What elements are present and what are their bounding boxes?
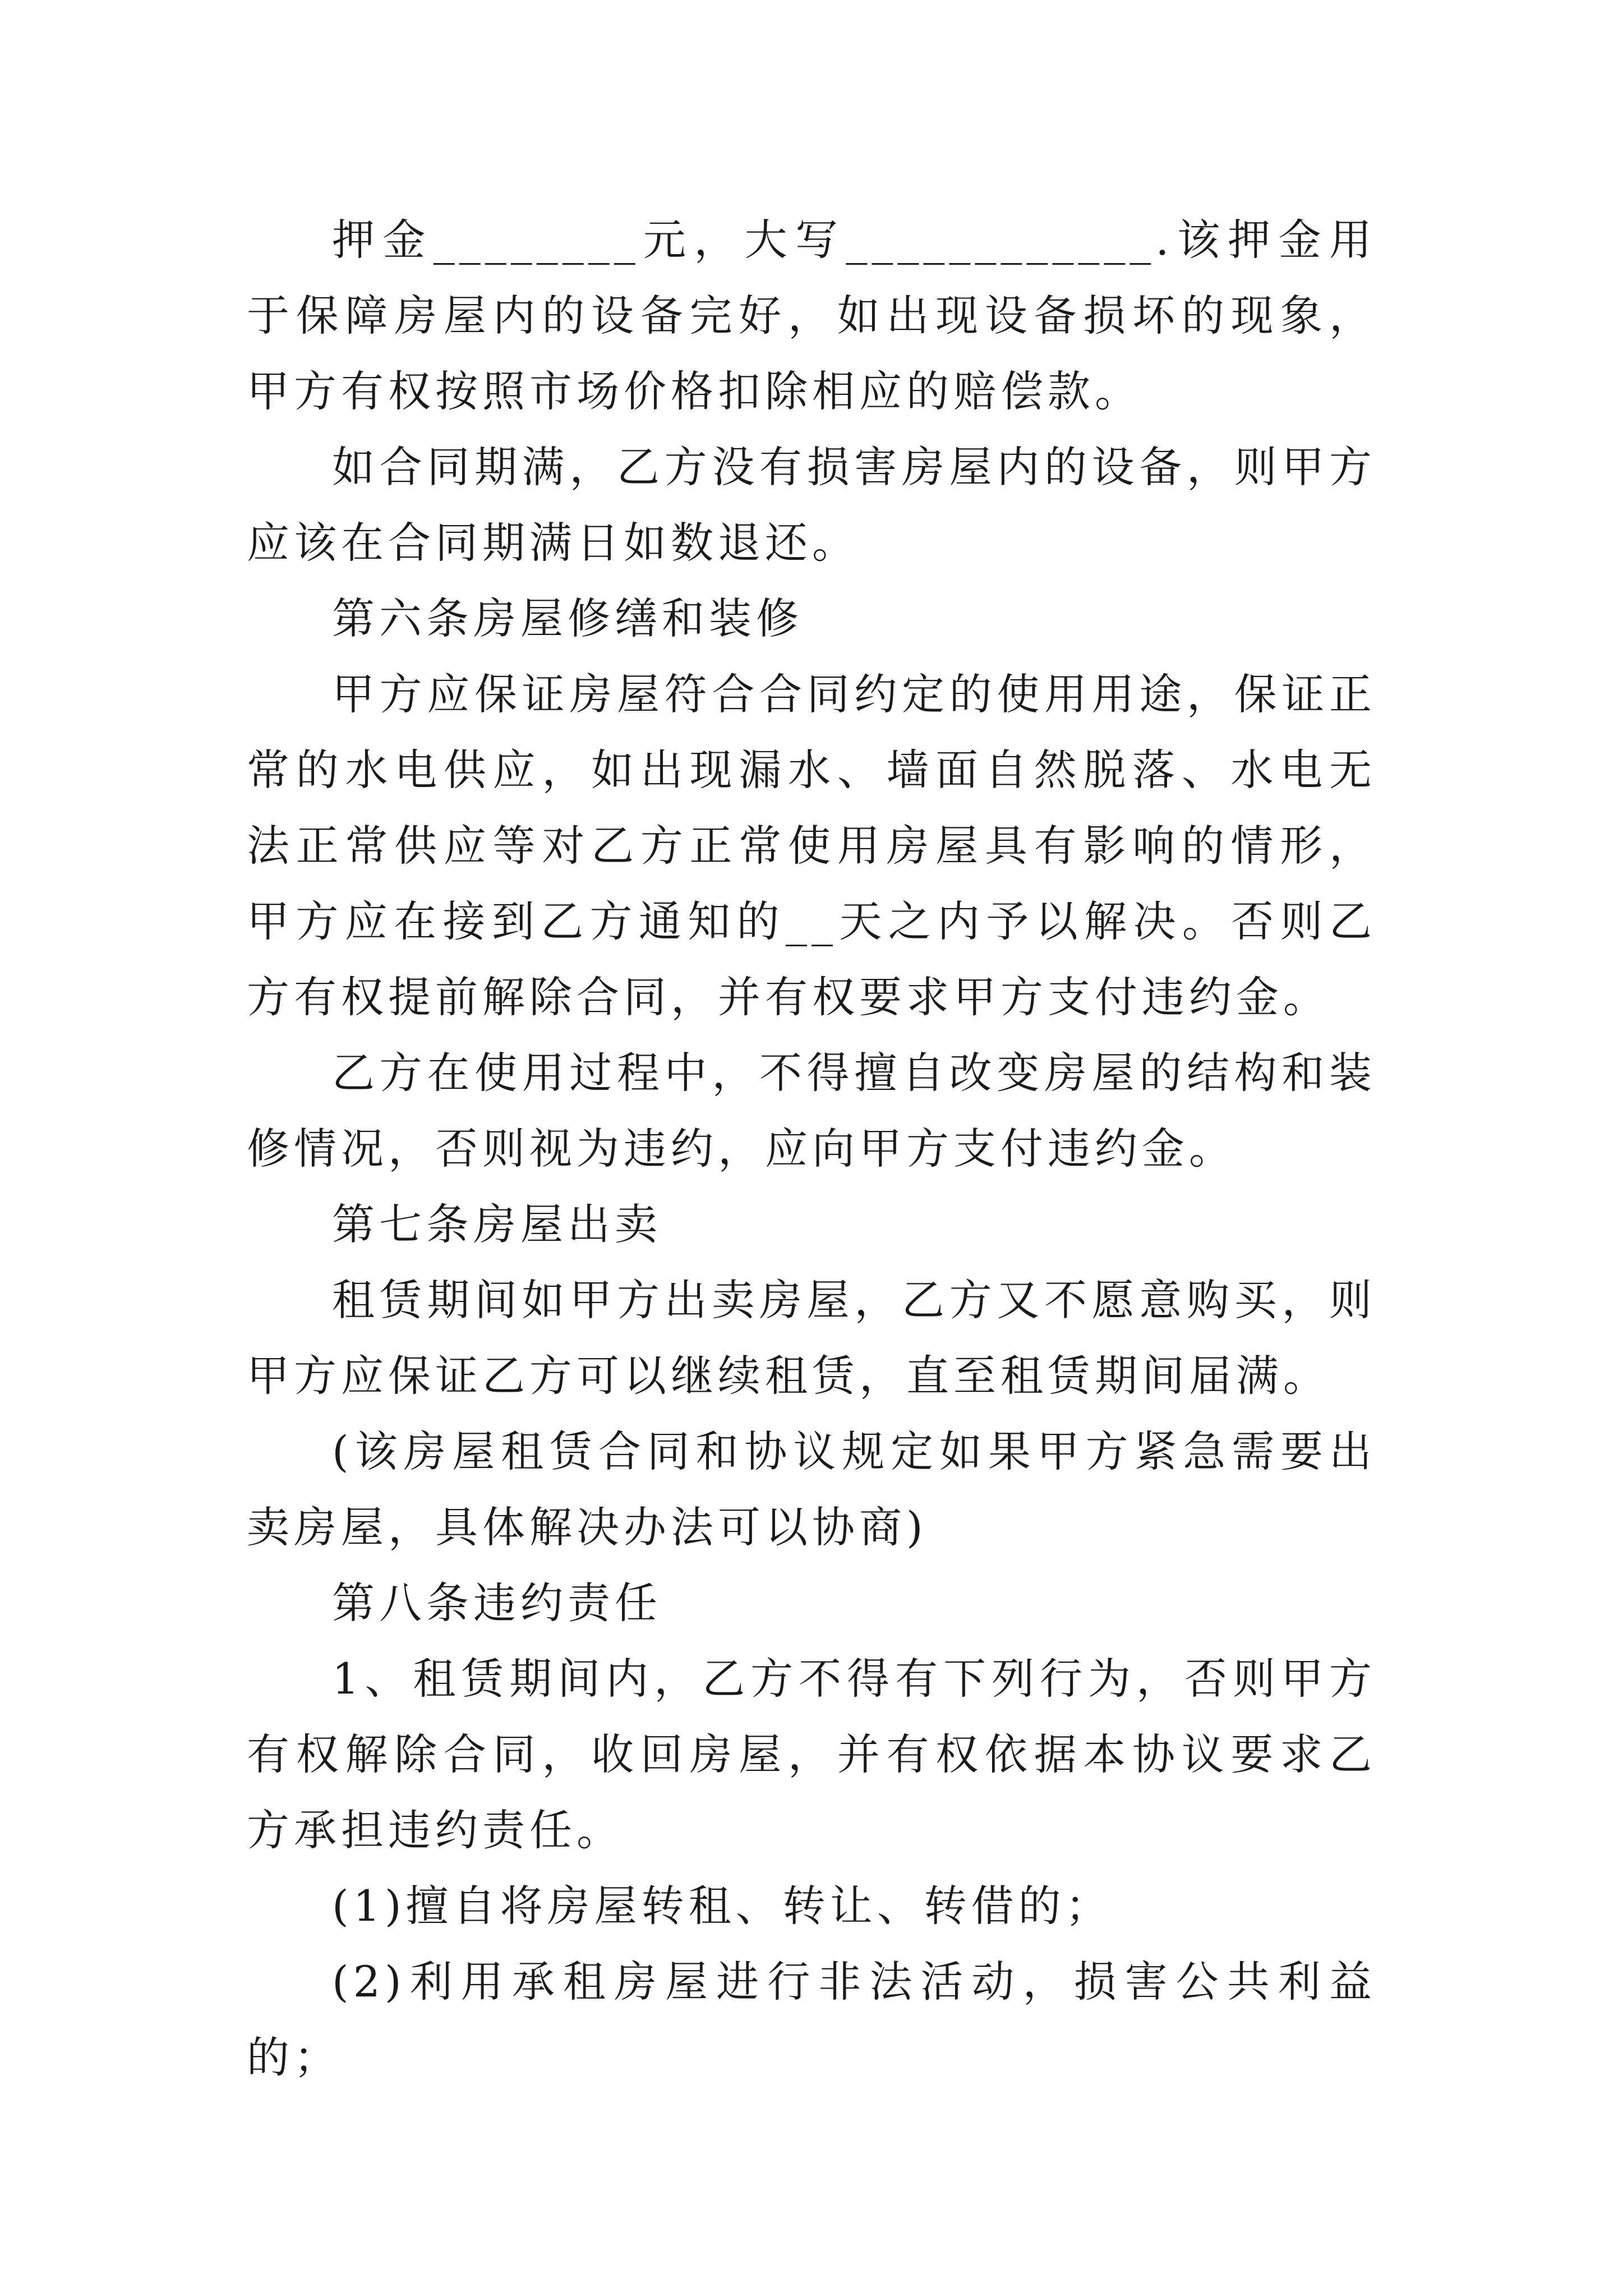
list-item-sublease: (1)擅自将房屋转租、转让、转借的； <box>332 1881 1113 1931</box>
paragraph-article-7-note: (该房屋租赁合同和协议规定如果甲方紧急需要出卖房屋，具体解决办法可以协商) <box>247 1427 1376 1552</box>
paragraph-article-7-sale: 租赁期间如甲方出卖房屋，乙方又不愿意购买，则甲方应保证乙方可以继续租赁，直至租赁期间届满。 <box>247 1275 1376 1401</box>
article-8-heading: 第八条违约责任 <box>332 1578 662 1628</box>
paragraph-article-6-repair: 甲方应保证房屋符合合同约定的使用用途，保证正常的水电供应，如出现漏水、墙面自然脱落、水电无法正常供应等对乙方正常使用房屋具有影响的情形，甲方应在接到乙方通知的__天之内予以解决。否则乙方有权提前解除合同，并有权要求甲方支付违约金。 <box>247 669 1376 1022</box>
article-6-heading: 第六条房屋修缮和装修 <box>332 593 803 643</box>
paragraph-article-6-structure: 乙方在使用过程中，不得擅自改变房屋的结构和装修情况，否则视为违约，应向甲方支付违约金。 <box>247 1048 1376 1174</box>
list-item-illegal-use: (2)利用承租房屋进行非法活动，损害公共利益的； <box>247 1957 1376 2082</box>
article-7-heading: 第七条房屋出卖 <box>332 1199 662 1249</box>
paragraph-deposit-refund: 如合同期满，乙方没有损害房屋内的设备，则甲方应该在合同期满日如数退还。 <box>247 442 1376 568</box>
paragraph-article-8-clause-1: 1、租赁期间内，乙方不得有下列行为，否则甲方有权解除合同，收回房屋，并有权依据本协议要求乙方承担违约责任。 <box>247 1654 1376 1855</box>
paragraph-deposit: 押金________元，大写____________.该押金用于保障房屋内的设备完好，如出现设备损坏的现象，甲方有权按照市场价格扣除相应的赔偿款。 <box>247 215 1376 416</box>
document-body <box>247 202 1376 2095</box>
